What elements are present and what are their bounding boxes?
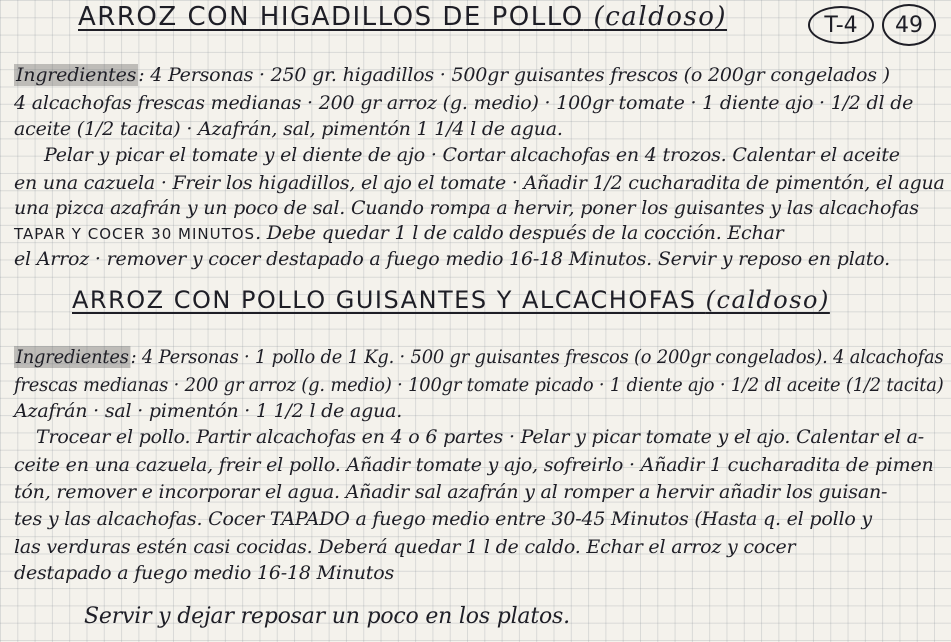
recipe1-ingredients-line-3: aceite (1/2 tacita) · Azafrán, sal, pimentón 1 1/4 l de agua.: [14, 118, 563, 140]
recipe2-step-line-1: Trocear el pollo. Partir alcachofas en 4 o 6 partes · Pelar y picar tomate y el ajo. Calentar el a-: [36, 426, 924, 448]
recipe2-ing-text-1: : 4 Personas · 1 pollo de 1 Kg. · 500 gr guisantes frescos (o 200gr congelados). 4 alcachofas: [130, 346, 944, 368]
recipe1-ingredients-line-1: [14, 64, 890, 86]
recipe2-ingredients-line-1: [14, 346, 943, 368]
recipe1-step-line-4-rest: . Debe quedar 1 l de caldo después de la cocción. Echar: [255, 222, 784, 244]
number-badge: [882, 4, 936, 46]
recipe2-final-line: Servir y dejar reposar un poco en los platos.: [84, 604, 570, 629]
recipe2-ingredients-label: Ingredientes: [15, 346, 129, 368]
recipe2-title-text: ARROZ CON POLLO GUISANTES Y ALCACHOFAS: [72, 286, 697, 314]
recipe1-step-line-3: una pizca azafrán y un poco de sal. Cuando rompa a hervir, poner los guisantes y las alcachofas: [14, 197, 919, 219]
recipe2-step-line-6: destapado a fuego medio 16-18 Minutos: [14, 562, 394, 584]
code-badge-text: T-4: [824, 12, 858, 38]
recipe2-step-line-2: ceite en una cazuela, freir el pollo. Añadir tomate y ajo, sofreirlo · Añadir 1 cucharadita de pimen: [14, 454, 934, 476]
recipe1-cover-instruction: TAPAR Y COCER 30 MINUTOS: [14, 225, 256, 243]
recipe1-ingredients-line-2: 4 alcachofas frescas medianas · 200 gr arroz (g. medio) · 100gr tomate · 1 diente ajo · 1/2 dl de: [14, 92, 914, 114]
recipe1-title-note: (caldoso): [593, 2, 728, 32]
recipe1-ingredients-label: Ingredientes: [16, 64, 137, 86]
recipe2-step-line-3: tón, remover e incorporar el agua. Añadir sal azafrán y al romper a hervir añadir los guisan-: [14, 481, 888, 503]
code-badge: [808, 6, 874, 44]
recipe2-ingredients-line-3: Azafrán · sal · pimentón · 1 1/2 l de agua.: [14, 400, 403, 422]
recipe1-title: [78, 2, 727, 32]
recipe1-ing-text-1: : 4 Personas · 250 gr. higadillos · 500gr guisantes frescos (o 200gr congelados ): [138, 64, 890, 86]
recipe1-title-text: ARROZ CON HIGADILLOS DE POLLO: [78, 2, 584, 32]
recipe1-step-line-4: [14, 222, 784, 244]
recipe2-step-line-5: las verduras estén casi cocidas. Deberá quedar 1 l de caldo. Echar el arroz y cocer: [14, 536, 796, 558]
number-badge-text: 49: [895, 12, 923, 38]
recipe2-step-line-4: tes y las alcachofas. Cocer TAPADO a fuego medio entre 30-45 Minutos (Hasta q. el pollo y: [14, 508, 872, 530]
recipe2-ingredients-line-2: frescas medianas · 200 gr arroz (g. medio) · 100gr tomate picado · 1 diente ajo · 1/2 dl aceite (1/2 tacita): [14, 374, 944, 396]
recipe2-title-note: (caldoso): [705, 286, 830, 314]
recipe1-step-line-2: en una cazuela · Freir los higadillos, el ajo el tomate · Añadir 1/2 cucharadita de pimentón, el agua: [14, 172, 945, 194]
recipe1-step-line-1: Pelar y picar el tomate y el diente de ajo · Cortar alcachofas en 4 trozos. Calentar el aceite: [44, 144, 900, 166]
recipe2-title: [72, 286, 830, 314]
recipe1-step-line-5: el Arroz · remover y cocer destapado a fuego medio 16-18 Minutos. Servir y reposo en plato.: [14, 248, 890, 270]
